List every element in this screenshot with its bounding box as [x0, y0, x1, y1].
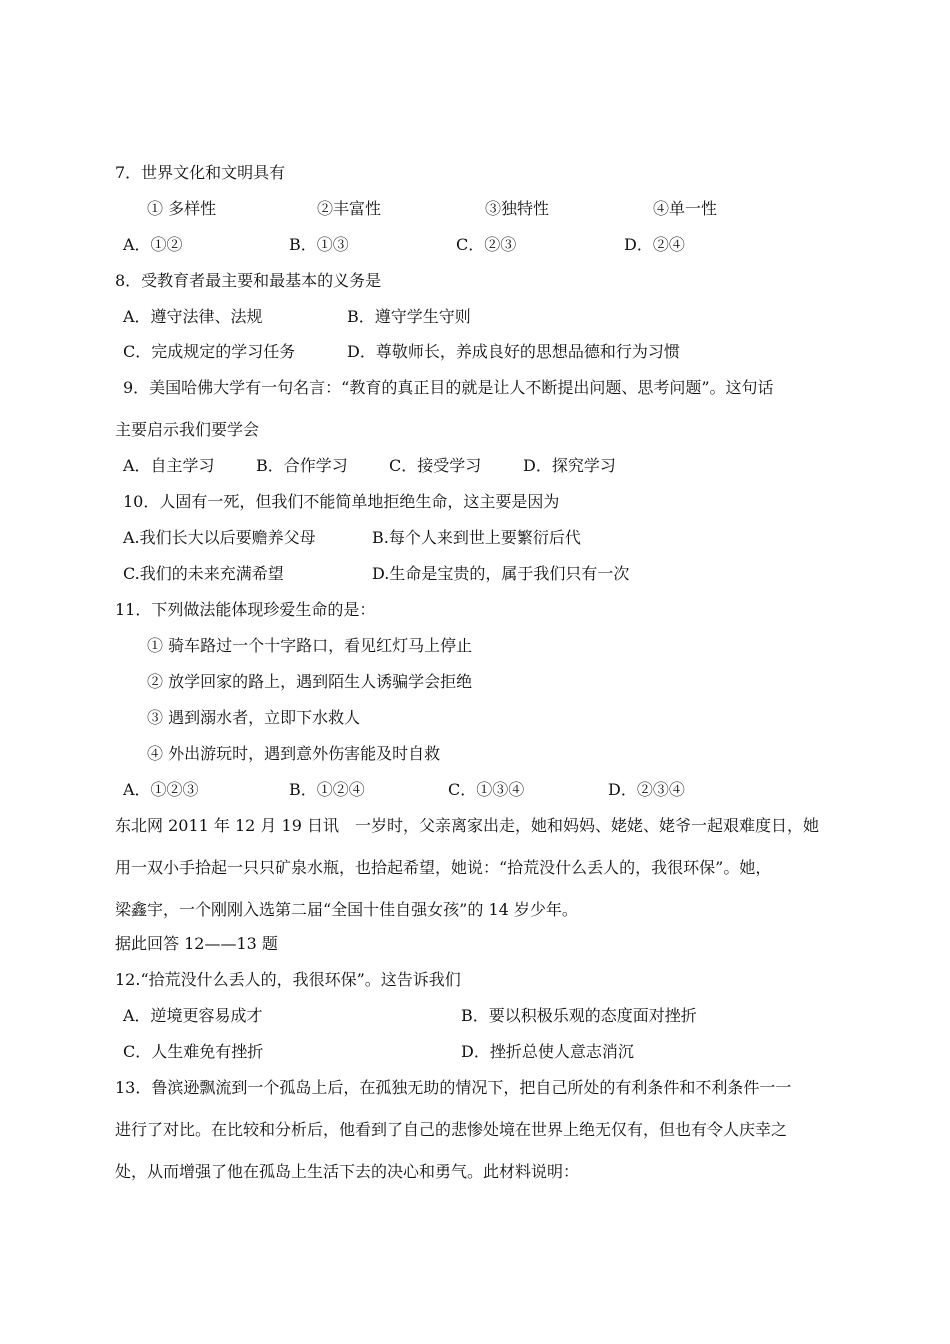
- q9-option-c: C．接受学习: [389, 456, 482, 475]
- q8-option-b: B．遵守学生守则: [347, 307, 471, 326]
- q12-option-a: A．逆境更容易成才: [123, 1006, 263, 1025]
- q10-option-d: D.生命是宝贵的，属于我们只有一次: [372, 564, 630, 583]
- q13-line1: 13．鲁滨逊飘流到一个孤岛上后，在孤独无助的情况下，把自己所处的有利条件和不利条件一一: [115, 1078, 792, 1097]
- q7-option-d: D．②④: [624, 235, 685, 254]
- q11-item-2: ② 放学回家的路上，遇到陌生人诱骗学会拒绝: [147, 672, 473, 691]
- q12-option-b: B．要以积极乐观的态度面对挫折: [461, 1006, 697, 1025]
- q7-item-2: ②丰富性: [317, 199, 382, 218]
- q8-option-a: A．遵守法律、法规: [123, 307, 263, 326]
- q11-stem: 11．下列做法能体现珍爱生命的是：: [115, 600, 376, 619]
- q12-option-d: D．挫折总使人意志消沉: [461, 1042, 634, 1061]
- material-line4: 据此回答 12——13 题: [115, 934, 278, 953]
- q10-option-c: C.我们的未来充满希望: [123, 564, 284, 583]
- q7-item-3: ③独特性: [485, 199, 550, 218]
- q7-item-4: ④单一性: [653, 199, 718, 218]
- q11-option-b: B．①②④: [289, 780, 365, 799]
- q8-option-d: D．尊敬师长，养成良好的思想品德和行为习惯: [347, 342, 680, 361]
- q7-option-a: A．①②: [123, 235, 183, 254]
- q13-line2: 进行了对比。在比较和分析后，他看到了自己的悲惨处境在世界上绝无仅有，但也有令人庆幸之: [115, 1120, 788, 1139]
- q8-stem: 8．受教育者最主要和最基本的义务是: [115, 271, 382, 290]
- q12-stem: 12.“拾荒没什么丢人的，我很环保”。这告诉我们: [115, 970, 461, 989]
- q12-option-c: C．人生难免有挫折: [123, 1042, 264, 1061]
- q9-stem-line2: 主要启示我们要学会: [115, 420, 260, 439]
- q7-stem: 7．世界文化和文明具有: [115, 163, 286, 182]
- material-line2: 用一双小手拾起一只只矿泉水瓶，也拾起希望，她说：“拾荒没什么丢人的，我很环保”。她，: [115, 858, 772, 877]
- q11-option-d: D．②③④: [608, 780, 685, 799]
- material-line1: 东北网 2011 年 12 月 19 日讯 一岁时，父亲离家出走，她和妈妈、姥姥、姥爷一起艰难度日，她: [115, 816, 819, 835]
- q9-option-d: D．探究学习: [523, 456, 616, 475]
- q11-item-4: ④ 外出游玩时，遇到意外伤害能及时自救: [147, 744, 441, 763]
- q7-option-c: C．②③: [456, 235, 517, 254]
- q11-option-a: A．①②③: [123, 780, 199, 799]
- q10-option-b: B.每个人来到世上要繁衍后代: [372, 528, 581, 547]
- material-line3: 梁鑫宇，一个刚刚入选第二届“全国十佳自强女孩”的 14 岁少年。: [115, 900, 578, 919]
- q11-item-1: ① 骑车路过一个十字路口，看见红灯马上停止: [147, 636, 473, 655]
- q9-stem-line1: 9．美国哈佛大学有一句名言：“教育的真正目的就是让人不断提出问题、思考问题”。这句话: [123, 378, 774, 397]
- q10-stem: 10．人固有一死，但我们不能简单地拒绝生命，这主要是因为: [123, 492, 560, 511]
- q7-option-b: B．①③: [289, 235, 349, 254]
- q10-option-a: A.我们长大以后要赡养父母: [123, 528, 316, 547]
- q7-item-1: ① 多样性: [147, 199, 217, 218]
- q9-option-b: B．合作学习: [256, 456, 348, 475]
- q9-option-a: A．自主学习: [123, 456, 215, 475]
- q11-option-c: C．①③④: [448, 780, 525, 799]
- q11-item-3: ③ 遇到溺水者，立即下水救人: [147, 708, 361, 727]
- q8-option-c: C．完成规定的学习任务: [123, 342, 296, 361]
- q13-line3: 处，从而增强了他在孤岛上生活下去的决心和勇气。此材料说明：: [115, 1162, 580, 1181]
